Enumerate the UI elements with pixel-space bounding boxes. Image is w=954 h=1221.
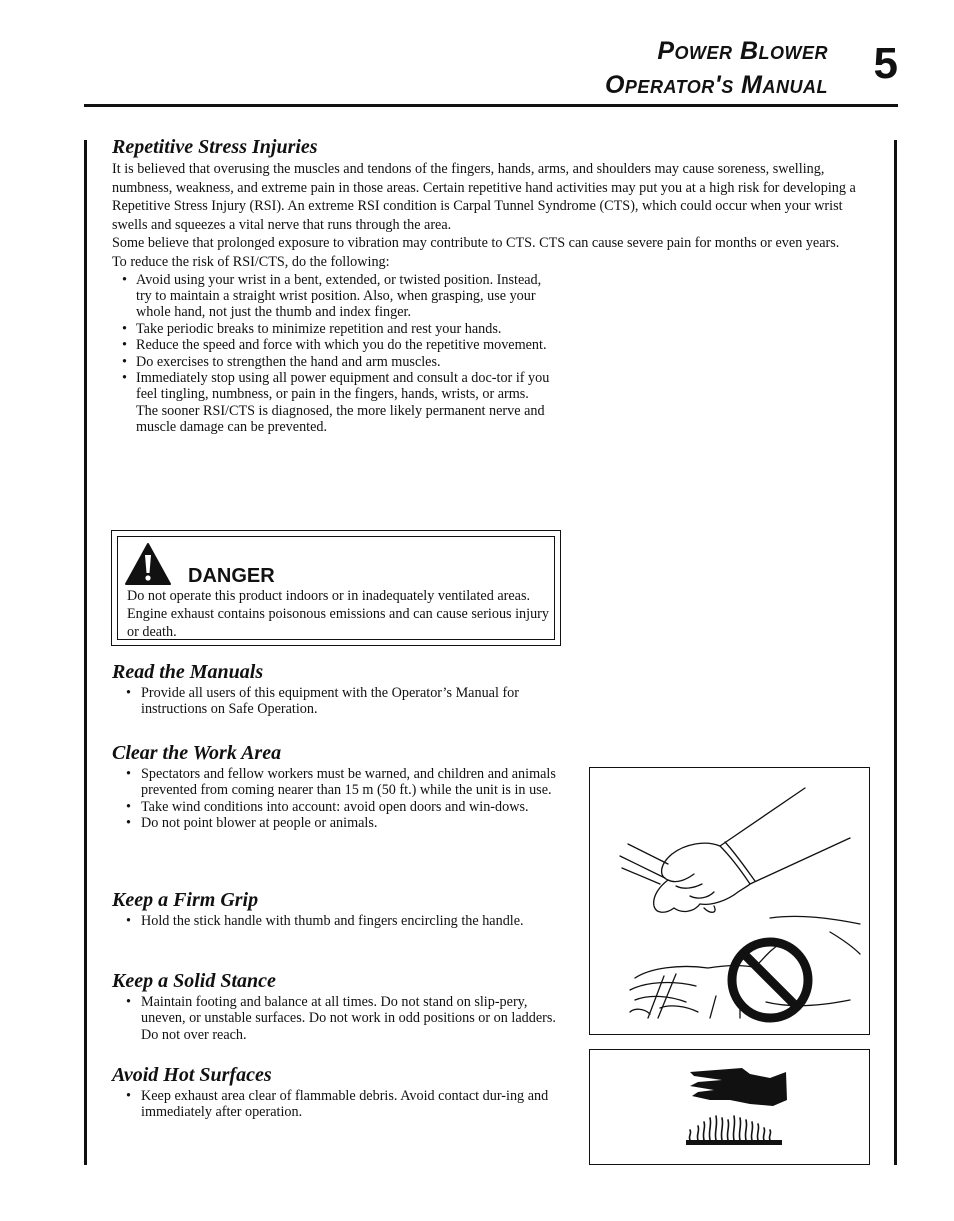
read-manuals-section xyxy=(112,659,562,718)
list-item: • Do exercises to strengthen the hand and arm muscles. xyxy=(112,354,552,370)
list-item: • Hold the stick handle with thumb and fingers encircling the handle. xyxy=(112,913,562,929)
list-item: • Immediately stop using all power equipment and consult a doc-tor if you feel tingling, numbness, or pain in the fingers, hands, wrists, or arms. The sooner RSI/CTS is diagnosed, the more likely permanent nerve and muscle damage can be prevented. xyxy=(112,370,552,436)
list-item: • Spectators and fellow workers must be warned, and children and animals prevented from coming nearer than 15 m (50 ft.) while the unit is in use. xyxy=(112,766,562,799)
list-item: • Provide all users of this equipment with the Operator’s Manual for instructions on Safe Operation. xyxy=(112,685,562,718)
hot-surface-figure xyxy=(589,1049,870,1165)
work-area-list xyxy=(112,766,562,832)
read-manuals-heading: Read the Manuals xyxy=(112,661,264,683)
list-item: • Take periodic breaks to minimize repetition and rest your hands. xyxy=(112,321,552,337)
danger-text: Do not operate this product indoors or in inadequately ventilated areas. Engine exhaust contains poisonous emissions and can cause serious injury or death. xyxy=(127,588,550,640)
hot-surfaces-list xyxy=(112,1088,562,1121)
rsi-heading: Repetitive Stress Injuries xyxy=(112,136,318,158)
page-number: 5 xyxy=(873,39,898,88)
firm-grip-heading: Keep a Firm Grip xyxy=(112,889,259,911)
list-item: • Reduce the speed and force with which you do the repetitive movement. xyxy=(112,337,552,353)
danger-box xyxy=(111,530,561,646)
rsi-paragraph-3: To reduce the risk of RSI/CTS, do the following: xyxy=(112,253,390,270)
manual-title xyxy=(605,34,828,102)
grip-figure xyxy=(589,767,870,1035)
warning-triangle-icon xyxy=(124,542,172,586)
list-item: • Take wind conditions into account: avoid open doors and win-dows. xyxy=(112,799,562,815)
rsi-paragraph-1: It is believed that overusing the muscles and tendons of the fingers, hands, arms, and shoulders may cause soreness, swelling, numbness, weakness, and extreme pain in those areas. Certain repetitive hand activities may put you at a high risk for developing a Repetitive Stress Injury (RSI). An extreme RSI condition is Carpal Tunnel Syndrome (CTS), which could occur when your wrist swells and squeezes a vital nerve that runs through the area. xyxy=(112,161,856,233)
work-area-heading: Clear the Work Area xyxy=(112,742,282,764)
danger-box-inner xyxy=(117,536,555,640)
firm-grip-list xyxy=(112,913,562,929)
solid-stance-heading: Keep a Solid Stance xyxy=(112,970,276,992)
hot-surfaces-heading: Avoid Hot Surfaces xyxy=(112,1064,272,1086)
list-item: • Do not point blower at people or animals. xyxy=(112,815,562,831)
right-margin-rule xyxy=(894,140,897,1165)
solid-stance-section xyxy=(112,968,562,1043)
hot-surfaces-section xyxy=(112,1062,562,1121)
firm-grip-section xyxy=(112,887,562,929)
solid-stance-list xyxy=(112,994,562,1043)
prohibited-sign-icon xyxy=(732,942,808,1018)
left-margin-rule xyxy=(84,140,87,1165)
read-manuals-list xyxy=(112,685,562,718)
manual-title-line2: Operator's Manual xyxy=(604,71,828,99)
list-item: • Maintain footing and balance at all times. Do not stand on slip-pery, uneven, or unstable surfaces. Do not work in odd positions or on ladders. Do not over reach. xyxy=(112,994,562,1043)
rsi-bullet-list xyxy=(112,272,552,436)
work-area-section xyxy=(112,740,562,832)
hot-surface-hand-icon xyxy=(590,1050,869,1164)
list-item: • Avoid using your wrist in a bent, extended, or twisted position. Instead, try to maintain a straight wrist position. Also, when grasping, use your whole hand, not just the thumb and index finger. xyxy=(112,272,552,321)
grip-handle-illustration-icon xyxy=(590,768,869,1034)
header-rule xyxy=(84,104,898,107)
list-item: • Keep exhaust area clear of flammable debris. Avoid contact dur-ing and immediately after operation. xyxy=(112,1088,562,1121)
manual-title-line1: Power Blower xyxy=(657,37,828,65)
rsi-section xyxy=(112,134,872,436)
rsi-paragraph-2: Some believe that prolonged exposure to vibration may contribute to CTS. CTS can cause severe pain for months or even years. xyxy=(112,235,840,252)
danger-label: DANGER xyxy=(188,565,275,587)
